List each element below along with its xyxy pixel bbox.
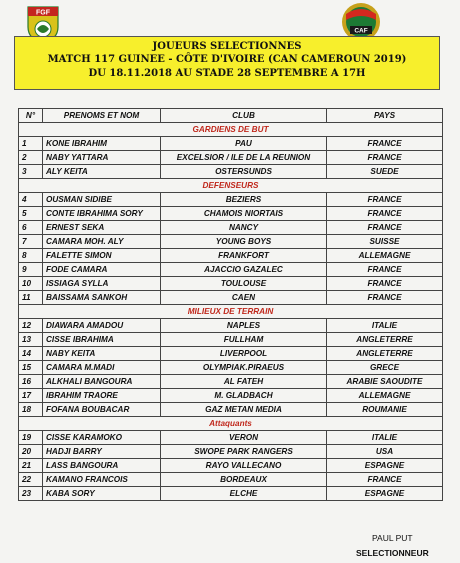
- player-name: ERNEST SEKA: [43, 221, 161, 235]
- player-club: AJACCIO GAZALEC: [161, 263, 327, 277]
- player-name: OUSMAN SIDIBE: [43, 193, 161, 207]
- header-title: JOUEURS SELECTIONNES: [152, 41, 302, 52]
- table-row: [19, 207, 443, 221]
- player-number: 3: [19, 165, 43, 179]
- table-row: [19, 137, 443, 151]
- player-name: LASS BANGOURA: [43, 459, 161, 473]
- player-name: NABY YATTARA: [43, 151, 161, 165]
- player-name: NABY KEITA: [43, 347, 161, 361]
- table-row: [19, 263, 443, 277]
- player-club: BORDEAUX: [161, 473, 327, 487]
- player-club: OLYMPIAK.PIRAEUS: [161, 361, 327, 375]
- table-row: [19, 431, 443, 445]
- table-row: [19, 235, 443, 249]
- player-number: 9: [19, 263, 43, 277]
- player-country: ALLEMAGNE: [327, 389, 443, 403]
- player-name: HADJI BARRY: [43, 445, 161, 459]
- player-country: ROUMANIE: [327, 403, 443, 417]
- player-club: RAYO VALLECANO: [161, 459, 327, 473]
- player-club: GAZ METAN MEDIA: [161, 403, 327, 417]
- player-number: 1: [19, 137, 43, 151]
- caf-logo-text: CAF: [354, 27, 368, 35]
- player-country: FRANCE: [327, 473, 443, 487]
- player-number: 10: [19, 277, 43, 291]
- section-row: [19, 123, 443, 137]
- table-row: [19, 333, 443, 347]
- player-club: CAEN: [161, 291, 327, 305]
- player-number: 18: [19, 403, 43, 417]
- player-country: ITALIE: [327, 431, 443, 445]
- player-country: ANGLETERRE: [327, 347, 443, 361]
- player-club: EXCELSIOR / ILE DE LA REUNION: [161, 151, 327, 165]
- player-name: ALY KEITA: [43, 165, 161, 179]
- player-name: IBRAHIM TRAORE: [43, 389, 161, 403]
- player-number: 4: [19, 193, 43, 207]
- table-row: [19, 473, 443, 487]
- player-number: 17: [19, 389, 43, 403]
- player-country: FRANCE: [327, 151, 443, 165]
- player-club: AL FATEH: [161, 375, 327, 389]
- player-name: FOFANA BOUBACAR: [43, 403, 161, 417]
- table-row: [19, 361, 443, 375]
- player-name: DIAWARA AMADOU: [43, 319, 161, 333]
- header-country: PAYS: [327, 109, 443, 123]
- player-club: LIVERPOOL: [161, 347, 327, 361]
- player-number: 6: [19, 221, 43, 235]
- player-country: FRANCE: [327, 207, 443, 221]
- player-club: FRANKFORT: [161, 249, 327, 263]
- player-name: ALKHALI BANGOURA: [43, 375, 161, 389]
- player-name: BAISSAMA SANKOH: [43, 291, 161, 305]
- coach-name: PAUL PUT: [372, 533, 413, 543]
- player-name: CISSE KARAMOKO: [43, 431, 161, 445]
- player-club: SWOPE PARK RANGERS: [161, 445, 327, 459]
- header-match: MATCH 117 GUINEE - CÔTE D'IVOIRE (CAN CAMEROUN 2019): [47, 54, 407, 65]
- section-title: GARDIENS DE BUT: [19, 123, 443, 137]
- player-country: FRANCE: [327, 263, 443, 277]
- player-name: KONE IBRAHIM: [43, 137, 161, 151]
- section-title: DEFENSEURS: [19, 179, 443, 193]
- players-table: [18, 108, 443, 501]
- table-row: [19, 151, 443, 165]
- player-club: NANCY: [161, 221, 327, 235]
- player-club: CHAMOIS NIORTAIS: [161, 207, 327, 221]
- player-country: FRANCE: [327, 221, 443, 235]
- player-number: 12: [19, 319, 43, 333]
- player-number: 7: [19, 235, 43, 249]
- player-country: USA: [327, 445, 443, 459]
- player-country: SUISSE: [327, 235, 443, 249]
- player-country: SUEDE: [327, 165, 443, 179]
- player-country: ARABIE SAOUDITE: [327, 375, 443, 389]
- player-country: FRANCE: [327, 193, 443, 207]
- player-number: 11: [19, 291, 43, 305]
- player-country: ALLEMAGNE: [327, 249, 443, 263]
- player-club: OSTERSUNDS: [161, 165, 327, 179]
- player-country: ITALIE: [327, 319, 443, 333]
- player-name: FALETTE SIMON: [43, 249, 161, 263]
- player-club: FULLHAM: [161, 333, 327, 347]
- player-number: 23: [19, 487, 43, 501]
- header-name: PRENOMS ET NOM: [43, 109, 161, 123]
- player-number: 5: [19, 207, 43, 221]
- player-country: FRANCE: [327, 291, 443, 305]
- player-club: YOUNG BOYS: [161, 235, 327, 249]
- player-country: FRANCE: [327, 277, 443, 291]
- player-club: ELCHE: [161, 487, 327, 501]
- player-name: KABA SORY: [43, 487, 161, 501]
- player-number: 15: [19, 361, 43, 375]
- section-row: [19, 417, 443, 431]
- table-row: [19, 319, 443, 333]
- player-number: 14: [19, 347, 43, 361]
- player-number: 13: [19, 333, 43, 347]
- table-row: [19, 389, 443, 403]
- player-club: PAU: [161, 137, 327, 151]
- player-name: CISSE IBRAHIMA: [43, 333, 161, 347]
- player-name: KAMANO FRANCOIS: [43, 473, 161, 487]
- table-row: [19, 375, 443, 389]
- fgf-logo-text: FGF: [36, 9, 50, 17]
- document-header: [14, 36, 440, 90]
- table-row: [19, 165, 443, 179]
- player-country: ESPAGNE: [327, 459, 443, 473]
- table-row: [19, 221, 443, 235]
- table-row: [19, 445, 443, 459]
- player-club: BEZIERS: [161, 193, 327, 207]
- header-club: CLUB: [161, 109, 327, 123]
- player-name: CONTE IBRAHIMA SORY: [43, 207, 161, 221]
- player-club: TOULOUSE: [161, 277, 327, 291]
- table-row: [19, 193, 443, 207]
- table-row: [19, 487, 443, 501]
- player-name: CAMARA MOH. ALY: [43, 235, 161, 249]
- player-number: 22: [19, 473, 43, 487]
- player-name: ISSIAGA SYLLA: [43, 277, 161, 291]
- header-date: DU 18.11.2018 AU STADE 28 SEPTEMBRE A 17H: [88, 68, 366, 79]
- table-row: [19, 291, 443, 305]
- player-club: M. GLADBACH: [161, 389, 327, 403]
- header-number: N°: [19, 109, 43, 123]
- player-number: 21: [19, 459, 43, 473]
- player-country: ESPAGNE: [327, 487, 443, 501]
- table-header-row: [19, 109, 443, 123]
- coach-role: SELECTIONNEUR: [356, 548, 429, 558]
- player-name: FODE CAMARA: [43, 263, 161, 277]
- player-club: NAPLES: [161, 319, 327, 333]
- player-country: FRANCE: [327, 137, 443, 151]
- player-number: 16: [19, 375, 43, 389]
- table-row: [19, 403, 443, 417]
- player-number: 8: [19, 249, 43, 263]
- player-club: VERON: [161, 431, 327, 445]
- table-row: [19, 277, 443, 291]
- player-country: GRECE: [327, 361, 443, 375]
- player-name: CAMARA M.MADI: [43, 361, 161, 375]
- table-body: [19, 123, 443, 501]
- player-number: 2: [19, 151, 43, 165]
- table-row: [19, 347, 443, 361]
- section-row: [19, 305, 443, 319]
- section-title: MILIEUX DE TERRAIN: [19, 305, 443, 319]
- player-country: ANGLETERRE: [327, 333, 443, 347]
- table-row: [19, 249, 443, 263]
- section-row: [19, 179, 443, 193]
- player-number: 20: [19, 445, 43, 459]
- player-number: 19: [19, 431, 43, 445]
- section-title: Attaquants: [19, 417, 443, 431]
- table-row: [19, 459, 443, 473]
